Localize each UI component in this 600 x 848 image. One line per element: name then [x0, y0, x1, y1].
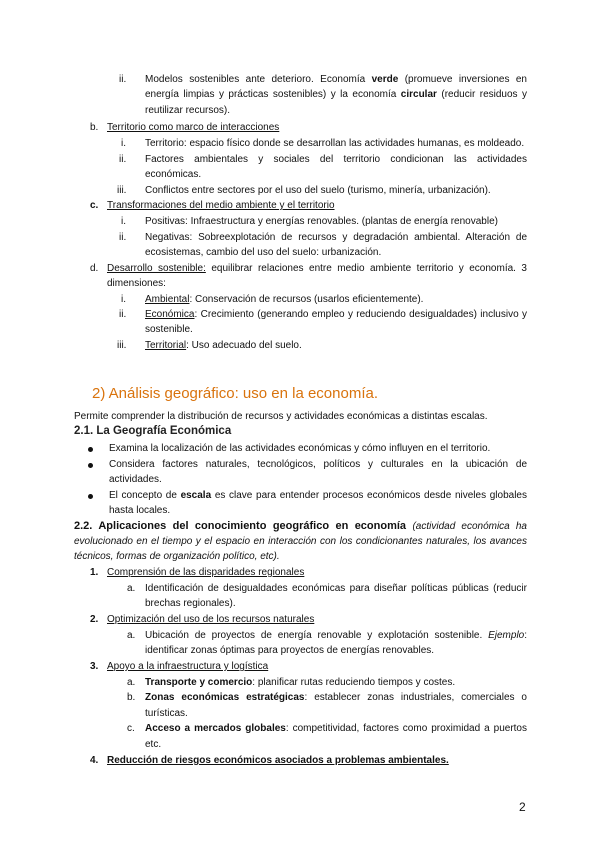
list-marker: a. [127, 677, 136, 688]
list-marker: b. [127, 692, 136, 703]
list-item-line: brechas regionales). [145, 598, 236, 609]
list-marker: iii. [117, 185, 127, 196]
list-item-line: reutilizar recursos). [145, 105, 231, 116]
list-item-line: etc. [145, 739, 162, 750]
list-marker: 4. [90, 755, 99, 766]
list-marker: i. [121, 138, 126, 149]
list-item: Conflictos entre sectores por el uso del suelo (turismo, minería, urbanización). [145, 185, 491, 196]
bullet-icon [88, 463, 93, 468]
list-item: Identificación de desigualdades económicas para diseñar políticas públicas (reducir [145, 583, 527, 594]
subsection-heading: 2.1. La Geografía Económica [74, 425, 232, 437]
subsection-note: técnicos, formas de organización político, etc). [74, 551, 280, 562]
list-item-line: identificar zonas óptimas para proyectos de energías renovables. [145, 645, 435, 656]
list-item: Territorio: espacio físico donde se desarrollan las actividades humanas, es moldeado. [145, 138, 525, 149]
list-marker: 2. [90, 614, 99, 625]
subsection-title: Territorio como marco de interacciones [107, 122, 280, 133]
numbered-item-title: Optimización del uso de los recursos naturales [107, 614, 315, 625]
list-item: Factores ambientales y sociales del territorio condicionan las actividades [145, 154, 527, 165]
list-marker: c. [90, 200, 99, 211]
list-marker: ii. [119, 232, 127, 243]
list-item: Acceso a mercados globales: competitividad, factores como proximidad a puertos [145, 723, 527, 734]
page-number: 2 [519, 800, 526, 814]
list-item: Ambiental: Conservación de recursos (usarlos eficientemente). [145, 294, 424, 305]
bullet-icon [88, 494, 93, 499]
list-item-line: actividades. [109, 474, 162, 485]
list-marker: 1. [90, 567, 99, 578]
list-item: Transporte y comercio: planificar rutas reduciendo tiempos y costes. [145, 677, 456, 688]
list-marker: a. [127, 630, 136, 641]
list-item-line: energía limpias y prácticas sostenibles) y la economía circular (reducir residuos y [145, 89, 527, 100]
subsection-note: evolucionado en el tiempo y el espacio en interacción con los condicionantes naturales, los avances [74, 536, 527, 547]
subsection-heading: 2.2. Aplicaciones del conocimiento geográfico en economía (actividad económica ha [74, 520, 527, 532]
numbered-item-title: Reducción de riesgos económicos asociados a problemas ambientales. [107, 755, 449, 766]
list-item-line: hasta locales. [109, 505, 171, 516]
list-marker: c. [127, 723, 135, 734]
list-item: Económica: Crecimiento (generando empleo y reduciendo desigualdades) inclusivo y [145, 309, 527, 320]
list-marker: ii. [119, 309, 127, 320]
bullet-icon [88, 447, 93, 452]
list-marker: i. [121, 294, 126, 305]
numbered-item-title: Comprensión de las disparidades regionales [107, 567, 305, 578]
list-marker: ii. [119, 74, 127, 85]
list-marker: 3. [90, 661, 99, 672]
list-item-line: sostenible. [145, 324, 193, 335]
list-marker: iii. [117, 340, 127, 351]
section-intro: Permite comprender la distribución de recursos y actividades económicas a distintas escalas. [74, 411, 488, 422]
list-item: El concepto de escala es clave para entender procesos económicos desde niveles globales [109, 490, 527, 501]
list-item: Zonas económicas estratégicas: establecer zonas industriales, comerciales o [145, 692, 527, 703]
numbered-item-title: Apoyo a la infraestructura y logística [107, 661, 269, 672]
list-item-line: turísticas. [145, 708, 188, 719]
list-marker: i. [121, 216, 126, 227]
subsection-title: Transformaciones del medio ambiente y el territorio [107, 200, 335, 211]
list-marker: a. [127, 583, 136, 594]
list-item: Modelos sostenibles ante deterioro. Economía verde (promueve inversiones en [145, 74, 527, 85]
list-item: Ubicación de proyectos de energía renovable y explotación sostenible. Ejemplo: [145, 630, 528, 641]
list-item: Desarrollo sostenible: equilibrar relaciones entre medio ambiente territorio y economía. 3 [107, 263, 527, 274]
list-item: Territorial: Uso adecuado del suelo. [145, 340, 302, 351]
list-item: Positivas: Infraestructura y energías renovables. (plantas de energía renovable) [145, 216, 498, 227]
list-item: Considera factores naturales, tecnológicos, políticos y culturales en la ubicación de [109, 459, 527, 470]
list-marker: ii. [119, 154, 127, 165]
list-marker: d. [90, 263, 99, 274]
section-heading: 2) Análisis geográfico: uso en la economía. [92, 385, 379, 402]
list-item: Examina la localización de las actividades económicas y cómo influyen en el territorio. [109, 443, 491, 454]
list-item-line: económicas. [145, 169, 202, 180]
list-item-line: dimensiones: [107, 278, 166, 289]
list-item-line: ecosistemas, cambio del uso del suelo: urbanización. [145, 247, 382, 258]
list-item: Negativas: Sobreexplotación de recursos y degradación ambiental. Alteración de [145, 232, 527, 243]
list-marker: b. [90, 122, 99, 133]
